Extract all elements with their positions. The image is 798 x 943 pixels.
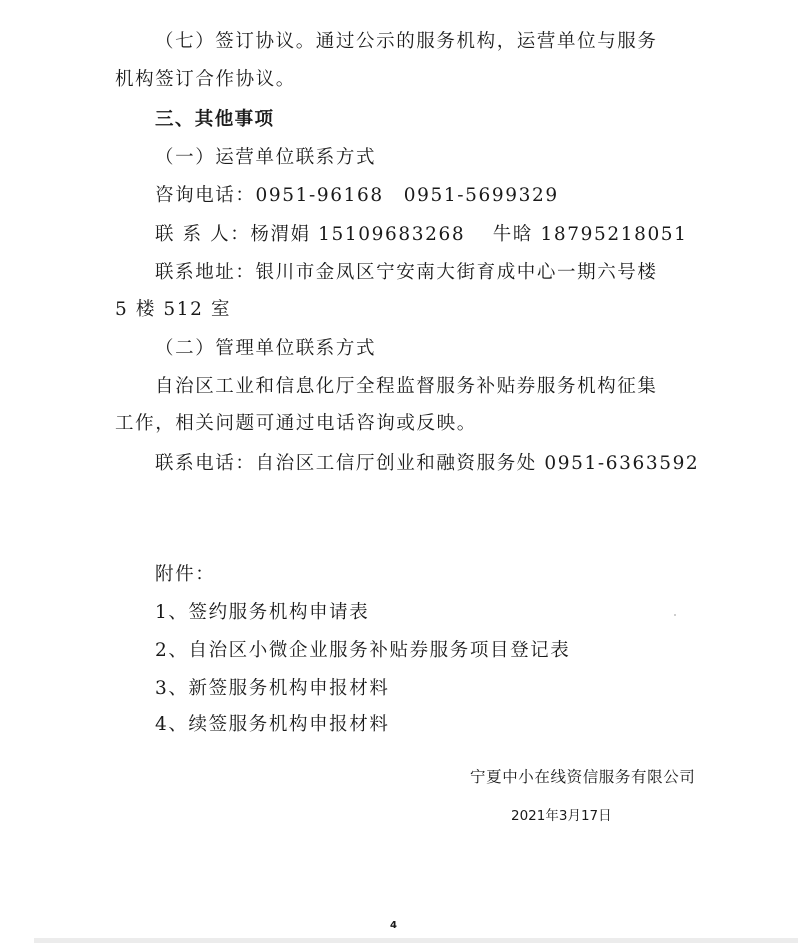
signature-date: 2021年3月17日 [511, 808, 612, 824]
attachment-item: 3、新签服务机构申报材料 [155, 678, 390, 699]
contact-phone: 咨询电话：0951-96168 0951-5699329 [155, 185, 559, 206]
paragraph-line: 工作，相关问题可通过电话咨询或反映。 [115, 413, 477, 434]
contact-address: 联系地址：银川市金凤区宁安南大街育成中心一期六号楼 [155, 262, 658, 283]
attachment-item: 4、续签服务机构申报材料 [155, 714, 390, 735]
attachment-item: 2、自治区小微企业服务补贴券服务项目登记表 [155, 640, 571, 661]
paragraph-line: （七）签订协议。通过公示的服务机构，运营单位与服务 [155, 31, 658, 52]
subsection-heading: （一）运营单位联系方式 [155, 147, 377, 168]
scan-speck [674, 614, 676, 616]
management-phone: 联系电话：自治区工信厅创业和融资服务处 0951-6363592 [155, 453, 700, 474]
page-bottom-edge [34, 938, 798, 943]
paragraph-line: 机构签订合作协议。 [115, 69, 296, 90]
signature-company: 宁夏中小在线资信服务有限公司 [470, 768, 696, 786]
attachments-heading: 附件： [155, 564, 216, 585]
section-heading: 三、其他事项 [155, 109, 275, 130]
attachment-item: 1、签约服务机构申请表 [155, 602, 370, 623]
contact-address-cont: 5 楼 512 室 [115, 299, 232, 320]
subsection-heading: （二）管理单位联系方式 [155, 338, 377, 359]
paragraph-line: 自治区工业和信息化厅全程监督服务补贴券服务机构征集 [155, 376, 658, 397]
page-number: 4 [390, 920, 397, 931]
contact-person: 联 系 人：杨渭娟 15109683268 牛晗 18795218051 [155, 224, 688, 245]
